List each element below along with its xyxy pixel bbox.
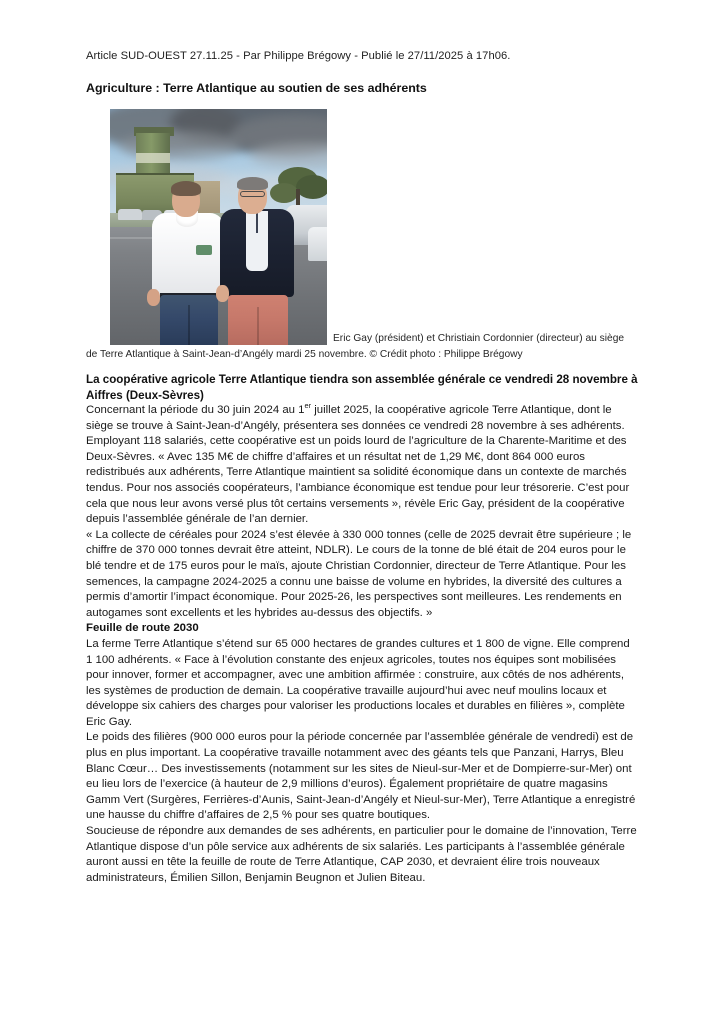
page-title: Agriculture : Terre Atlantique au soutien de ses adhérents xyxy=(86,81,427,95)
person-leg-gap xyxy=(188,305,190,345)
article-photo xyxy=(110,109,327,345)
shirt-logo xyxy=(196,245,212,255)
section-heading-roadmap: Feuille de route 2030 xyxy=(86,622,199,635)
person-hand xyxy=(147,289,160,306)
silo-sign-band xyxy=(136,153,170,163)
paragraph-4: Le poids des filières (900 000 euros pour la période concernée par l’assemblée générale de vendredi) est de plus en plus important. La coopérative travaille notamment avec des géants tels que Panzani, Harrys, Bleu Blanc Cœur… Des investissements (notamment sur les sites de Nieul-sur-Mer et de Dompierre-sur-Mer) ont eu lieu lors de l’exercice (à hauteur de 2,9 millions d’euros). Également propriétaire de quatre magasins Gamm Vert (Surgères, Ferrières-d’Aunis, Saint-Jean-d’Angély et Nieul-sur-Mer), Terre Atlantique a enregistré une hausse du chiffre d’affaires de 2,5 % pour ses quatre boutiques. xyxy=(86,731,636,822)
glasses-icon xyxy=(240,191,265,197)
paragraph-1 xyxy=(86,403,638,528)
photo-scene xyxy=(110,109,327,345)
article-subheading: La coopérative agricole Terre Atlantique tiendra son assemblée générale ce vendredi 28 novembre à Aiffres (Deux-Sèvres) xyxy=(86,373,638,402)
person-hair xyxy=(237,177,268,190)
paragraph-1-part-b: juillet 2025, la coopérative agricole Terre Atlantique, dont le siège se trouve à Saint-Jean-d’Angély, présentera ses données ce vendredi 28 novembre à ses adhérents. Employant 118 salariés, cette coopérative est un poids lourd de l’agriculture de la Charente-Maritime et des Deux-Sèvres. « Avec 135 M€ de chiffre d’affaires et un résultat net de 1,29 M€, dont 864 000 euros redistribués aux adhérents, Terre Atlantique maintient sa solidité économique dans un contexte de marchés tendus. Pour nos associés coopérateurs, l’ambiance économique est tendue pour leur trésorerie. C’est pour cela que nous leur avons versé plus tôt certains versements », révèle Eric Gay, président de la coopérative depuis l’assemblée générale de l’an dernier. xyxy=(86,404,630,526)
ordinal-superscript: er xyxy=(304,401,312,411)
paragraph-1-part-a: Concernant la période du 30 juin 2024 au 1 xyxy=(86,404,305,416)
paragraph-2: « La collecte de céréales pour 2024 s’est élevée à 330 000 tonnes (celle de 2025 devrait être supérieure ; le chiffre de 370 000 tonnes devrait être atteint, NDLR). Le cours de la tonne de blé était de 204 euros pour le blé tendre et de 175 euros pour le maïs, ajoute Christian Cordonnier, directeur de Terre Atlantique. Pour les semences, la campagne 2024-2025 a connu une baisse de volume en hybrides, la diversité des cultures a permis d’amortir l’impact économique. Pour 2025-26, les perspectives sont meilleures. Les rendements en autogames sont excellents et les hybrides au-dessus des objectifs. » xyxy=(86,528,632,619)
photo-caption: Eric Gay (président) et Christiain Cordonnier (directeur) au siège de Terre Atlantique à Saint-Jean-d’Angély mardi 25 novembre. © Crédit photo : Philippe Brégowy xyxy=(86,333,625,360)
sweater-zip xyxy=(256,211,258,233)
tree-foliage xyxy=(270,183,298,203)
article-page xyxy=(86,48,638,886)
paragraph-3: La ferme Terre Atlantique s’étend sur 65 000 hectares de grandes cultures et 1 800 de vigne. Elle comprend 1 100 adhérents. « Face à l’évolution constante des enjeux agricoles, toutes nos équipes sont mobilisées pour innover, former et accompagner, avec une ambition affirmée : construire, aux côtés de nos adhérents, les systèmes de production de demain. La coopérative travaille aujourd’hui avec neuf moulins locaux et développe six cahiers des charges pour valoriser les productions locales et durables en filières », complète Eric Gay. xyxy=(86,637,630,728)
person-hand xyxy=(216,285,229,302)
article-figure xyxy=(86,109,638,362)
tree-foliage xyxy=(296,175,327,199)
paragraph-5: Soucieuse de répondre aux demandes de ses adhérents, en particulier pour le domaine de l’innovation, Terre Atlantique dispose d’un pôle service aux adhérents de six salariés. Les participants à l’assemblée générale auront aussi en tête la feuille de route de Terre Atlantique, CAP 2030, et devraient élire trois nouveaux administrateurs, Émilien Sillon, Benjamin Beugnon et Julien Biteau. xyxy=(86,825,637,884)
parked-car xyxy=(118,209,142,220)
person-hair xyxy=(171,181,201,196)
person-leg-gap xyxy=(257,307,259,345)
article-byline: Article SUD-OUEST 27.11.25 - Par Philippe Brégowy - Publié le 27/11/2025 à 17h06. xyxy=(86,50,511,62)
parked-car xyxy=(308,227,327,261)
